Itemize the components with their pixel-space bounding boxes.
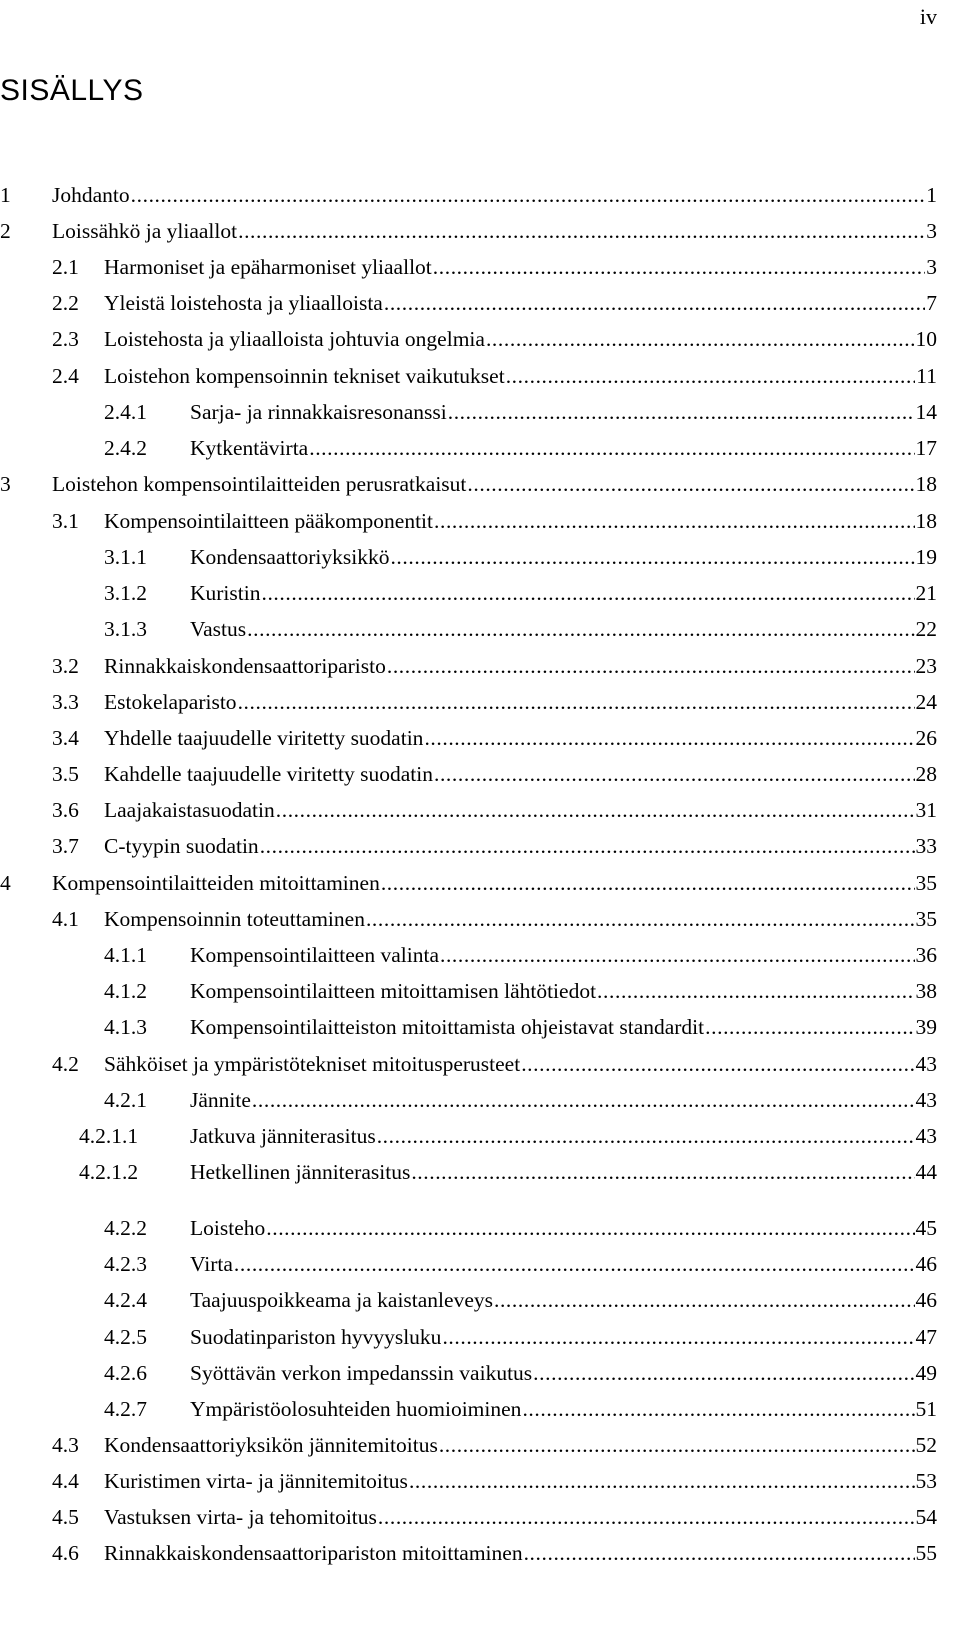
toc-entry[interactable] (104, 1012, 937, 1042)
toc-leader-dots (439, 1430, 915, 1460)
toc-entry-page: 46 (915, 1288, 937, 1312)
toc-entry[interactable] (0, 180, 937, 210)
toc-entry-title: Kompensoinnin toteuttaminen (104, 907, 365, 931)
toc-entry-title: Hetkellinen jänniterasitus (190, 1160, 411, 1184)
toc-entry-page: 18 (915, 472, 937, 496)
toc-entry[interactable] (52, 795, 937, 825)
toc-entry[interactable] (104, 1322, 937, 1352)
toc-entry-title: Sähköiset ja ympäristötekniset mitoitusperusteet (104, 1052, 521, 1076)
toc-entry-title: Kompensointilaitteiston mitoittamista ohjeistavat standardit (190, 1015, 705, 1039)
toc-entry-page: 3 (926, 255, 937, 279)
toc-entry-title: Johdanto (52, 183, 130, 207)
toc-leader-dots (234, 1249, 915, 1279)
toc-entry-page: 17 (915, 436, 937, 460)
toc-entry-page: 26 (915, 726, 937, 750)
toc-entry-page: 24 (915, 690, 937, 714)
toc-entry[interactable] (52, 1466, 937, 1496)
toc-entry[interactable] (52, 904, 937, 934)
toc-entry[interactable] (104, 542, 937, 572)
toc-entry-page: 36 (915, 943, 937, 967)
toc-leader-dots (366, 904, 915, 934)
toc-entry-number: 1 (0, 183, 11, 207)
toc-leader-dots (260, 831, 915, 861)
toc-entry[interactable] (104, 1285, 937, 1315)
toc-entry-title: Kuristin (190, 581, 261, 605)
toc-entry-number: 4.2.3 (104, 1252, 147, 1276)
toc-leader-dots (266, 1213, 914, 1243)
toc-entry-number: 3.1 (52, 509, 79, 533)
toc-entry-title: Yleistä loistehosta ja yliaalloista (104, 291, 383, 315)
toc-entry-title: Harmoniset ja epäharmoniset yliaallot (104, 255, 432, 279)
toc-entry-title: Loistehon kompensoinnin tekniset vaikutukset (104, 364, 505, 388)
toc-entry[interactable] (52, 759, 937, 789)
toc-entry-number: 2.4.2 (104, 436, 147, 460)
toc-entry-number: 4.2 (52, 1052, 79, 1076)
toc-entry-number: 3.1.2 (104, 581, 147, 605)
toc-entry-page: 51 (915, 1397, 937, 1421)
toc-entry-page: 3 (926, 219, 937, 243)
toc-entry-title: Kondensaattoriyksikkö (190, 545, 390, 569)
toc-entry-title: Kytkentävirta (190, 436, 309, 460)
toc-entry-page: 33 (915, 834, 937, 858)
toc-entry-title: Loistehon kompensointilaitteiden perusratkaisut (52, 472, 467, 496)
toc-entry-number: 2.3 (52, 327, 79, 351)
toc-leader-dots (238, 216, 925, 246)
toc-entry[interactable] (104, 1394, 937, 1424)
toc-leader-dots (384, 288, 925, 318)
toc-leader-dots (309, 433, 914, 463)
toc-entry-title: Kompensointilaitteen pääkomponentit (104, 509, 433, 533)
toc-entry[interactable] (104, 578, 937, 608)
toc-entry-title: Suodatinpariston hyvyysluku (190, 1325, 442, 1349)
page-number: iv (919, 4, 937, 29)
toc-leader-dots (486, 324, 915, 354)
toc-entry-title: C-tyypin suodatin (104, 834, 259, 858)
toc-leader-dots (390, 542, 914, 572)
toc-entry-number: 3.7 (52, 834, 79, 858)
toc-entry-number: 4.4 (52, 1469, 79, 1493)
toc-entry-title: Kompensointilaitteen valinta (190, 943, 439, 967)
toc-entry-page: 7 (926, 291, 937, 315)
toc-entry-page: 19 (915, 545, 937, 569)
toc-entry-title: Virta (190, 1252, 233, 1276)
toc-entry[interactable] (104, 940, 937, 970)
toc-leader-dots (442, 1322, 914, 1352)
toc-leader-dots (247, 614, 914, 644)
toc-leader-dots (411, 1157, 914, 1187)
toc-entry-number: 3.2 (52, 654, 79, 678)
toc-entry[interactable] (52, 1430, 937, 1460)
toc-entry-title: Yhdelle taajuudelle viritetty suodatin (104, 726, 424, 750)
toc-entry-page: 55 (915, 1541, 937, 1565)
toc-entry-number: 3.5 (52, 762, 79, 786)
toc-entry-title: Loistehosta ja yliaalloista johtuvia ongelmia (104, 327, 485, 351)
toc-entry-title: Kompensointilaitteiden mitoittaminen (52, 871, 380, 895)
toc-entry-page: 45 (915, 1216, 937, 1240)
toc-entry[interactable] (52, 288, 937, 318)
toc-entry-number: 4.2.2 (104, 1216, 147, 1240)
toc-entry-title: Kompensointilaitteen mitoittamisen lähtötiedot (190, 979, 597, 1003)
toc-leader-dots (448, 397, 915, 427)
toc-entry-page: 53 (915, 1469, 937, 1493)
toc-entry-title: Loisteho (190, 1216, 266, 1240)
toc-entry-title: Vastus (190, 617, 247, 641)
toc-entry-page: 1 (926, 183, 937, 207)
toc-entry-title: Rinnakkaiskondensaattoriparisto (104, 654, 386, 678)
toc-entry-page: 23 (915, 654, 937, 678)
toc-leader-dots (276, 795, 915, 825)
toc-entry-page: 22 (915, 617, 937, 641)
toc-entry-number: 2.1 (52, 255, 79, 279)
toc-entry-page: 21 (915, 581, 937, 605)
toc-leader-dots (424, 723, 914, 753)
toc-entry-page: 35 (915, 871, 937, 895)
toc-entry-page: 43 (915, 1124, 937, 1148)
toc-entry[interactable] (52, 723, 937, 753)
toc-entry-page: 28 (915, 762, 937, 786)
toc-leader-dots (533, 1358, 914, 1388)
toc-leader-dots (522, 1394, 914, 1424)
toc-entry-page: 39 (915, 1015, 937, 1039)
toc-entry-number: 4.1.1 (104, 943, 147, 967)
toc-entry-title: Kahdelle taajuudelle viritetty suodatin (104, 762, 433, 786)
toc-entry-page: 35 (915, 907, 937, 931)
toc-entry[interactable] (52, 506, 937, 536)
toc-entry[interactable] (52, 1538, 937, 1568)
toc-entry[interactable] (104, 1213, 937, 1243)
toc-entry-page: 43 (915, 1052, 937, 1076)
toc-entry-title: Kuristimen virta- ja jännitemitoitus (104, 1469, 408, 1493)
toc-entry[interactable] (52, 831, 937, 861)
toc-leader-dots (377, 1121, 915, 1151)
toc-entry-number: 4 (0, 871, 11, 895)
toc-entry-number: 4.2.1.2 (79, 1160, 139, 1184)
toc-entry-title: Kondensaattoriyksikön jännitemitoitus (104, 1433, 438, 1457)
toc-entry[interactable] (0, 216, 937, 246)
toc-entry-number: 3.4 (52, 726, 79, 750)
toc-leader-dots (261, 578, 914, 608)
toc-entry-page: 43 (915, 1088, 937, 1112)
toc-entry[interactable] (104, 397, 937, 427)
toc-entry[interactable] (52, 361, 937, 391)
toc-entry[interactable] (52, 1049, 937, 1079)
toc-entry-page: 11 (916, 364, 937, 388)
toc-entry-number: 4.3 (52, 1433, 79, 1457)
toc-leader-dots (434, 506, 915, 536)
toc-leader-dots (521, 1049, 914, 1079)
toc-leader-dots (494, 1285, 915, 1315)
toc-entry[interactable] (52, 252, 937, 282)
toc-entry-page: 44 (915, 1160, 937, 1184)
toc-entry[interactable] (79, 1121, 937, 1151)
toc-entry[interactable] (52, 651, 937, 681)
toc-entry-number: 4.2.5 (104, 1325, 147, 1349)
toc-leader-dots (252, 1085, 915, 1115)
toc-entry-number: 2.4.1 (104, 400, 147, 424)
toc-entry-number: 3 (0, 472, 11, 496)
toc-entry-number: 3.6 (52, 798, 79, 822)
toc-entry-page: 46 (915, 1252, 937, 1276)
toc-entry-title: Laajakaistasuodatin (104, 798, 275, 822)
toc-entry-page: 47 (915, 1325, 937, 1349)
toc-entry-number: 4.2.7 (104, 1397, 147, 1421)
toc-entry-number: 3.1.1 (104, 545, 147, 569)
toc-entry[interactable] (104, 1249, 937, 1279)
toc-entry-number: 4.1 (52, 907, 79, 931)
toc-entry-number: 2.2 (52, 291, 79, 315)
toc-entry-title: Ympäristöolosuhteiden huomioiminen (190, 1397, 522, 1421)
toc-entry[interactable] (104, 1085, 937, 1115)
toc-entry[interactable] (52, 687, 937, 717)
toc-entry-page: 49 (915, 1361, 937, 1385)
toc-leader-dots (238, 687, 915, 717)
toc-entry-title: Vastuksen virta- ja tehomitoitus (104, 1505, 377, 1529)
toc-entry-title: Estokelaparisto (104, 690, 237, 714)
toc-entry-number: 3.3 (52, 690, 79, 714)
toc-leader-dots (440, 940, 915, 970)
toc-leader-dots (409, 1466, 915, 1496)
toc-leader-dots (705, 1012, 914, 1042)
toc-entry[interactable] (104, 614, 937, 644)
toc-leader-dots (378, 1502, 915, 1532)
toc-entry-number: 4.2.4 (104, 1288, 147, 1312)
toc-entry[interactable] (104, 1358, 937, 1388)
toc-entry-title: Jatkuva jänniterasitus (190, 1124, 376, 1148)
toc-entry-page: 14 (915, 400, 937, 424)
toc-entry-number: 4.2.1.1 (79, 1124, 139, 1148)
toc-entry-number: 4.1.2 (104, 979, 147, 1003)
toc-entry-page: 54 (915, 1505, 937, 1529)
toc-entry-page: 52 (915, 1433, 937, 1457)
toc-entry-number: 4.2.1 (104, 1088, 147, 1112)
toc-leader-dots (434, 759, 915, 789)
toc-entry-page: 38 (915, 979, 937, 1003)
toc-entry-title: Sarja- ja rinnakkaisresonanssi (190, 400, 447, 424)
toc-leader-dots (597, 976, 914, 1006)
toc-entry[interactable] (52, 1502, 937, 1532)
toc-entry-page: 18 (915, 509, 937, 533)
toc-entry[interactable] (79, 1157, 937, 1187)
page-title: SISÄLLYS (0, 74, 144, 107)
toc-leader-dots (381, 868, 915, 898)
toc-entry-title: Jännite (190, 1088, 251, 1112)
toc-entry-page: 10 (915, 327, 937, 351)
toc-entry-number: 2.4 (52, 364, 79, 388)
toc-entry-number: 4.5 (52, 1505, 79, 1529)
toc-entry-number: 4.6 (52, 1541, 79, 1565)
toc-entry[interactable] (0, 469, 937, 499)
toc-entry[interactable] (52, 324, 937, 354)
toc-entry-number: 2 (0, 219, 11, 243)
toc-entry[interactable] (104, 433, 937, 463)
toc-entry-title: Taajuuspoikkeama ja kaistanleveys (190, 1288, 493, 1312)
toc-entry[interactable] (104, 976, 937, 1006)
toc-leader-dots (467, 469, 914, 499)
toc-entry-number: 3.1.3 (104, 617, 147, 641)
toc-entry[interactable] (0, 868, 937, 898)
toc-leader-dots (387, 651, 915, 681)
toc-entry-title: Syöttävän verkon impedanssin vaikutus (190, 1361, 533, 1385)
toc-entry-title: Loissähkö ja yliaallot (52, 219, 238, 243)
toc-leader-dots (506, 361, 916, 391)
toc-leader-dots (433, 252, 925, 282)
toc-entry-number: 4.1.3 (104, 1015, 147, 1039)
toc-leader-dots (524, 1538, 915, 1568)
toc-entry-title: Rinnakkaiskondensaattoripariston mitoittaminen (104, 1541, 523, 1565)
toc-entry-page: 31 (915, 798, 937, 822)
toc-leader-dots (131, 180, 926, 210)
toc-entry-number: 4.2.6 (104, 1361, 147, 1385)
